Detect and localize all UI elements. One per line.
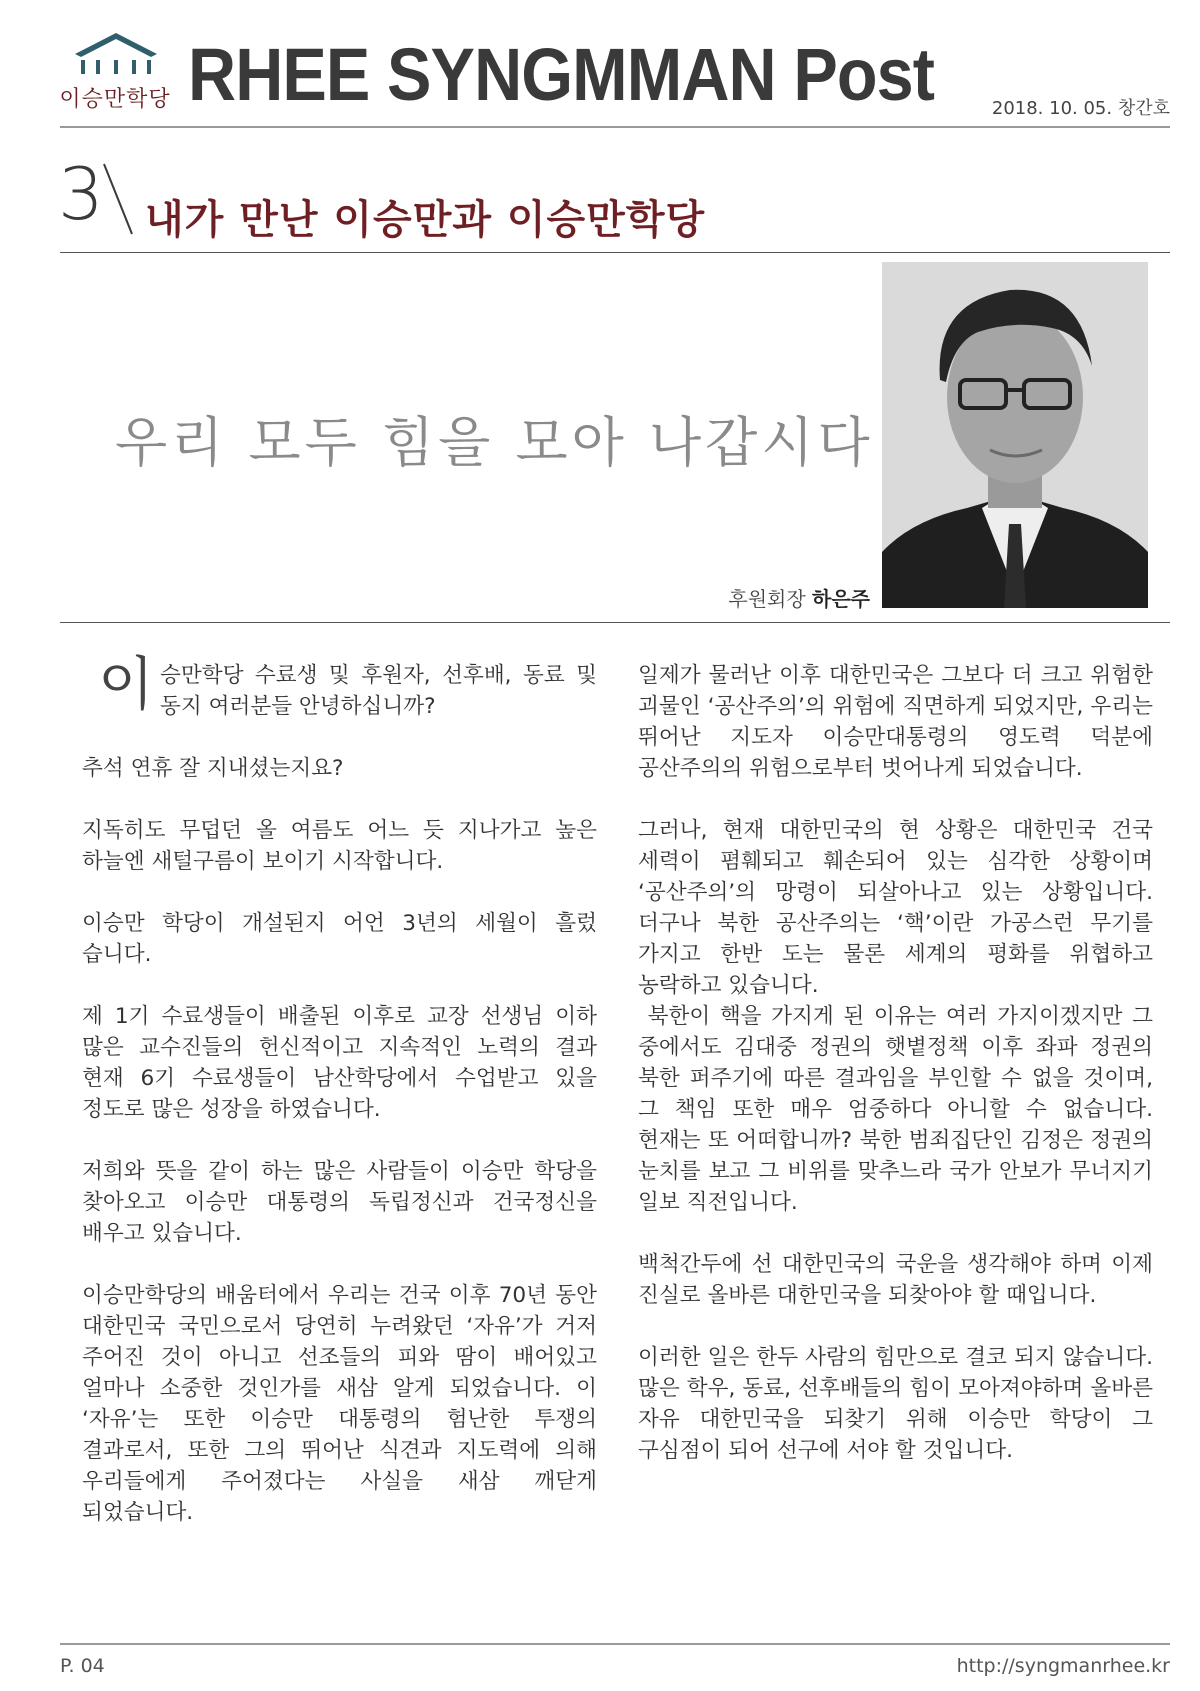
article-right-column (638, 660, 1160, 1497)
section-number: 3 (58, 152, 104, 236)
house-logo-icon (71, 30, 161, 80)
masthead-title: RHEE SYNGMMAN Post (188, 33, 935, 116)
article-paragraph: 이승만 학당이 개설된지 어언 3년의 세월이 흘렀 습니다. (82, 911, 597, 967)
article-paragraph: 이승만학당의 배움터에서 우리는 건국 이후 70년 동안 대한민국 국민으로서 당연히 누려왔던 ‘자유’가 거저 주어진 것이 아니고 선조들의 피와 땀이 배어있고 얼마나 소중한 것인가를 새삼 알게 되었습니다. 이 ‘자유’는 또한 이승만 대통령의 험난한 투쟁의 결과로서, 또한 그의 뛰어난 식견과 지도력에 의해 우리들에게 주어졌다는 사실을 새삼 깨닫게 되었습니다. (82, 1283, 597, 1525)
byline-role: 후원회장 (728, 587, 806, 611)
logo-text: 이승만학당 (59, 87, 171, 112)
article-paragraph (82, 650, 597, 722)
section-title: 내가 만난 이승만과 이승만학당 (145, 197, 706, 243)
article-paragraph: 백척간두에 선 대한민국의 국운을 생각해야 하며 이제 진실로 올바른 대한민국을 되찾아야 할 때입니다. (638, 1252, 1153, 1308)
site-url-link[interactable]: http://syngmanrhee.kr (956, 1655, 1170, 1677)
article-paragraph: 지독히도 무덥던 올 여름도 어느 듯 지나가고 높은 하늘엔 새털구름이 보이기 시작합니다. (82, 818, 597, 874)
article-paragraph: 북한이 핵을 가지게 된 이유는 여러 가지이겠지만 그 중에서도 김대중 정권의 햇볕정책 이후 좌파 정권의 북한 퍼주기에 따른 결과임을 부인할 수 없을 것이며, 그 책임 또한 매우 엄중하다 아니할 수 없습니다. 현재는 또 어떠합니까? 북한 범죄집단인 김정은 정권의 눈치를 보고 그 비위를 맞추느라 국가 안보가 무너지기 일보 직전입니다. (638, 1004, 1160, 1215)
byline-name: 하은주 (812, 587, 870, 611)
issue-date: 2018. 10. 05. 창간호 (991, 98, 1170, 119)
headline-divider (60, 622, 1170, 623)
article-paragraph: 그러나, 현재 대한민국의 현 상황은 대한민국 건국 세력이 폄훼되고 훼손되어 있는 심각한 상황이며 ‘공산주의’의 망령이 되살아나고 있는 상황입니다. 더구나 북한 공산주의는 ‘핵’이란 가공스런 무기를 가지고 한반 도는 물론 세계의 평화를 위협하고 농락하고 있습니다. (638, 818, 1153, 998)
page-number: P. 04 (60, 1655, 105, 1677)
article-paragraph: 추석 연휴 잘 지내셨는지요? (82, 756, 344, 781)
author-portrait (882, 262, 1148, 608)
logo (55, 30, 175, 125)
masthead-divider (60, 126, 1170, 128)
article-paragraph: 저희와 뜻을 같이 하는 많은 사람들이 이승만 학당을 찾아오고 이승만 대통령의 독립정신과 건국정신을 배우고 있습니다. (82, 1159, 597, 1246)
article-left-column (82, 650, 597, 1559)
section-slash-divider (100, 160, 140, 240)
section-divider (60, 252, 1170, 253)
article-paragraph: 일제가 물러난 이후 대한민국은 그보다 더 크고 위험한 괴물인 ‘공산주의’의 위험에 직면하게 되었지만, 우리는 뛰어난 지도자 이승만대통령의 영도력 덕분에 공산주의의 위험으로부터 벗어나게 되었습니다. (638, 663, 1153, 781)
drop-cap: 이 (98, 650, 155, 718)
article-paragraph: 이러한 일은 한두 사람의 힘만으로 결코 되지 않습니다. 많은 학우, 동료, 선후배들의 힘이 모아져야하며 올바른 자유 대한민국을 되찾기 위해 이승만 학당이 그 구심점이 되어 선구에 서야 할 것입니다. (638, 1345, 1153, 1463)
article-paragraph: 제 1기 수료생들이 배출된 이후로 교장 선생님 이하 많은 교수진들의 헌신적이고 지속적인 노력의 결과 현재 6기 수료생들이 남산학당에서 수업받고 있을 정도로 많은 성장을 하였습니다. (82, 1004, 597, 1122)
footer-divider (60, 1643, 1170, 1645)
article-headline: 우리 모두 힘을 모아 나갑시다 (115, 411, 874, 474)
byline (728, 583, 870, 612)
paragraph-text: 승만학당 수료생 및 후원자, 선후배, 동료 및 동지 여러분들 안녕하십니까? (160, 663, 597, 719)
